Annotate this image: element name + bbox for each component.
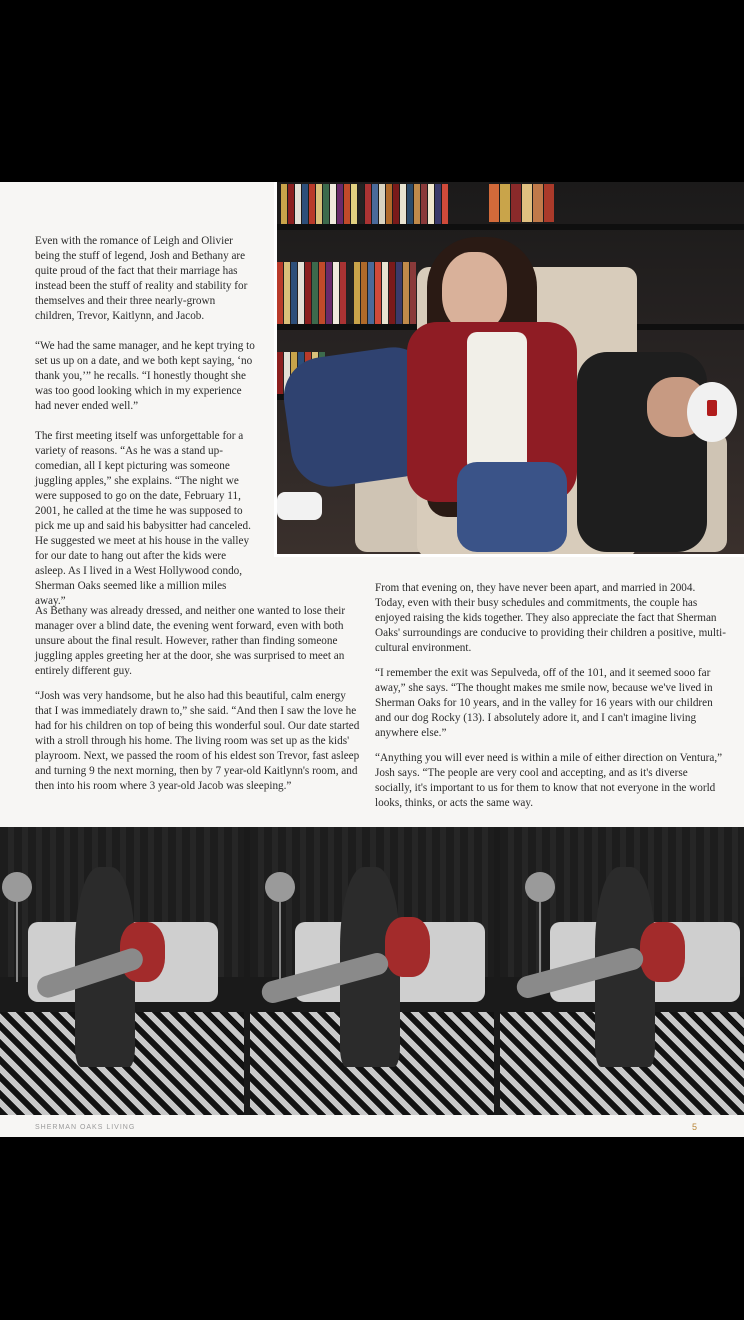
article-paragraph: As Bethany was already dressed, and neither one wanted to lose their manager over a blind date, the evening went forward, even with both unsure about the final result. However, rather than finding someone juggling apples greeting her at the door, she was surprised to meet an entirely different guy. xyxy=(35,605,346,677)
page-number: 5 xyxy=(692,1122,698,1132)
paragraph-text: Even with the romance of Leigh and Olivier being the stuff of legend, Josh and Bethany are quite proud of the fact that their marriage has instead been the stuff of reality and stability for themselves and their three nearly-grown children, Trevor, Kaitlynn, and Jacob. xyxy=(35,235,248,322)
article-column-right xyxy=(375,581,727,821)
paragraph-text: “We had the same manager, and he kept trying to set us up on a date, and we both kept saying, ‘no thank you,’” he recalls. “I honestly thought she was too good looking which in my experience had never ended well.” xyxy=(35,340,255,412)
lamp-stand xyxy=(16,902,18,982)
publication-name: SHERMAN OAKS LIVING xyxy=(35,1124,136,1131)
article-paragraph: From that evening on, they have never been apart, and married in 2004. Today, even with their busy schedules and commitments, the couple has enjoyed raising the kids together. They also appreciate the fact that Sherman Oaks' surroundings are conducive to providing their children a positive, multi-cultural environment. xyxy=(375,582,726,654)
studio-lamp xyxy=(2,872,32,902)
woman-red-top xyxy=(385,917,430,977)
studio-lamp xyxy=(525,872,555,902)
couple-portrait-photo xyxy=(274,182,744,557)
article-paragraph: “Anything you will ever need is within a mile of either direction on Ventura,” Josh says. “The people are very cool and accepting, and as it's diverse socially, it's important to us for them to know that not everyone in the world looks, thinks, or acts the same way. xyxy=(375,752,723,809)
article-paragraph: “I remember the exit was Sepulveda, off of the 101, and it seemed sooo far away,” she says. “The thought makes me smile now, because we've lived in Sherman Oaks for 10 years, and in the valley for 16 years with our children and our dog Rocky (13). I absolutely adore it, and I can't imagine living anywhere else.” xyxy=(375,667,713,739)
red-b-logo xyxy=(707,400,717,416)
lamp-stand xyxy=(539,902,541,982)
dance-photo-panel xyxy=(0,827,244,1115)
lamp-stand xyxy=(279,902,281,982)
sneaker xyxy=(277,492,322,520)
dance-photo-panel xyxy=(250,827,494,1115)
woman-face xyxy=(442,252,507,332)
article-column-left xyxy=(35,604,363,804)
article-paragraph xyxy=(35,234,255,609)
books-row xyxy=(281,184,448,224)
bookshelf-shelf xyxy=(277,224,744,230)
dancing-photo-strip xyxy=(0,827,744,1115)
woman-red-top xyxy=(640,922,685,982)
paragraph-text: The first meeting itself was unforgettable for a variety of reasons. “As he was a stand up-comedian, all I kept picturing was someone juggling apples,” she explains. “The night we were supposed to go on the date, February 11, 2001, he called at the time he was supposed to pick me up and said his babysitter had canceled. He suggested we meet at his house in the valley for our date to hang out after the kids were asleep. As I lived in a West Hollywood condo, Sherman Oaks seemed like a million miles away.” xyxy=(35,430,251,607)
white-blouse xyxy=(467,332,527,472)
dance-photo-panel xyxy=(500,827,744,1115)
article-paragraph: “Josh was very handsome, but he also had this beautiful, calm energy that I was immediately drawn to,” she said. “And then I saw the love he had for his children on top of being this wonderful soul. Our date started with a stroll through his home. The living room was set up as the kids' playroom. Next, we passed the room of his eldest son Trevor, fast asleep and turning 9 the next morning, then by 7 year-old Kaitlynn's room, and then into his room where 3 year-old Jacob was sleeping.” xyxy=(35,690,360,792)
books-row xyxy=(277,262,416,324)
studio-lamp xyxy=(265,872,295,902)
baseball-cap xyxy=(687,382,737,442)
books-row xyxy=(489,184,554,222)
ripped-jeans xyxy=(457,462,567,552)
magazine-page xyxy=(0,182,744,1137)
